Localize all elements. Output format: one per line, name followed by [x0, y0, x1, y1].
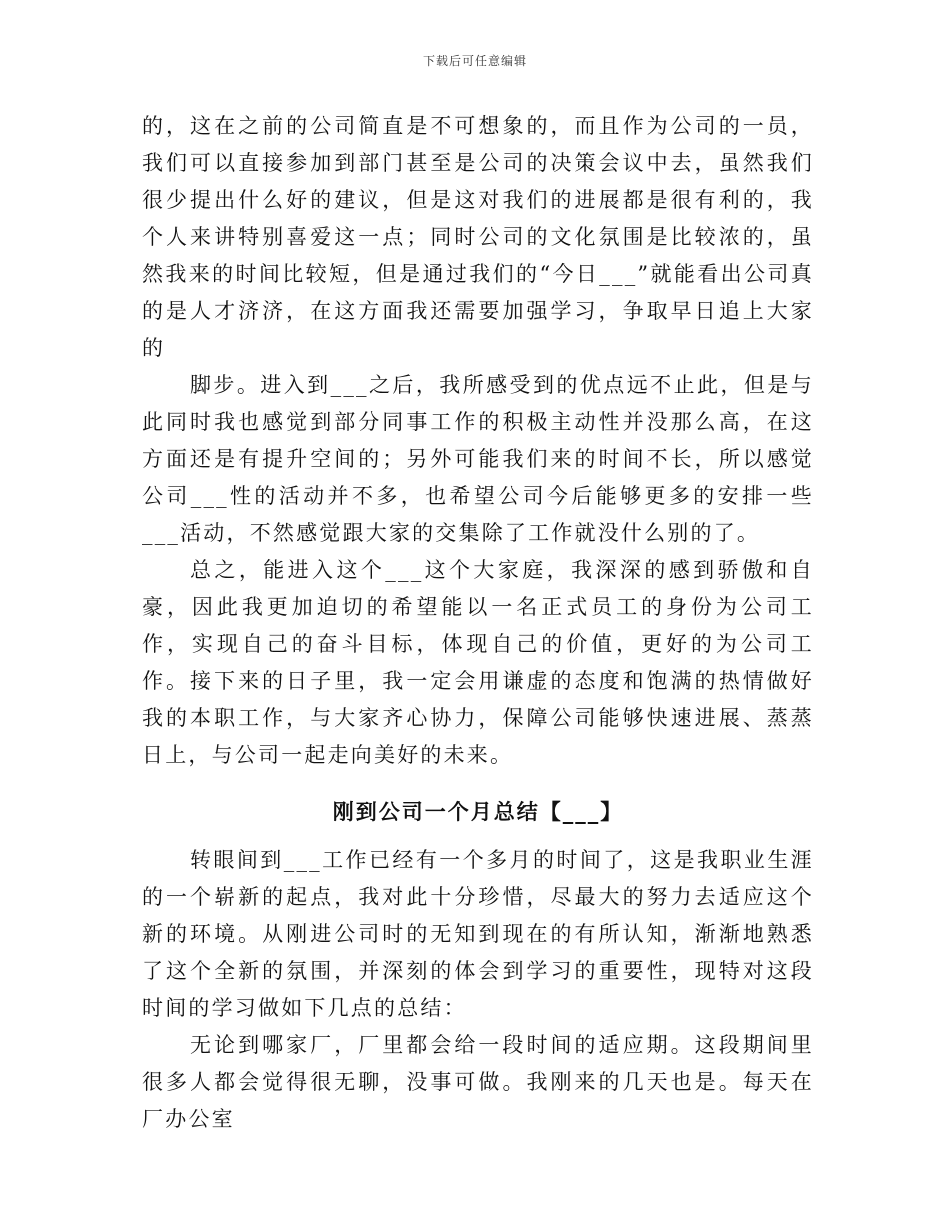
- paragraph-continuation: 的，这在之前的公司简直是不可想象的，而且作为公司的一员，我们可以直接参加到部门甚至是公司的决策会议中去，虽然我们很少提出什么好的建议，但是这对我们的进展都是很有利的，我个人来讲特别喜爱这一点；同时公司的文化氛围是比较浓的，虽然我来的时间比较短，但是通过我们的“今日___”就能看出公司真的是人才济济，在这方面我还需要加强学习，争取早日追上大家的: [142, 114, 814, 360]
- paragraph: 脚步。进入到___之后，我所感受到的优点远不止此，但是与此同时我也感觉到部分同事工作的积极主动性并没那么高，在这方面还是有提升空间的；另外可能我们来的时间不长，所以感觉公司___性的活动并不多，也希望公司今后能够更多的安排一些___活动，不然感觉跟大家的交集除了工作就没什么别的了。: [142, 373, 814, 545]
- paragraph: 转眼间到___工作已经有一个多月的时间了，这是我职业生涯的一个崭新的起点，我对此十分珍惜，尽最大的努力去适应这个新的环境。从刚进公司时的无知到现在的有所认知，渐渐地熟悉了这个全新的氛围，并深刻的体会到学习的重要性，现特对这段时间的学习做如下几点的总结：: [142, 848, 814, 1020]
- page-header-note: 下载后可任意编辑: [422, 54, 527, 68]
- paragraph: 总之，能进入这个___这个大家庭，我深深的感到骄傲和自豪，因此我更加迫切的希望能以一名正式员工的身份为公司工作，实现自己的奋斗目标，体现自己的价值，更好的为公司工作。接下来的日子里，我一定会用谦虚的态度和饱满的热情做好我的本职工作，与大家齐心协力，保障公司能够快速进展、蒸蒸日上，与公司一起走向美好的未来。: [142, 558, 814, 767]
- document-body: [142, 108, 814, 1138]
- paragraph: 无论到哪家厂，厂里都会给一段时间的适应期。这段期间里很多人都会觉得很无聊，没事可做。我刚来的几天也是。每天在厂办公室: [142, 1033, 814, 1131]
- section-title: 刚到公司一个月总结【___】: [332, 799, 624, 824]
